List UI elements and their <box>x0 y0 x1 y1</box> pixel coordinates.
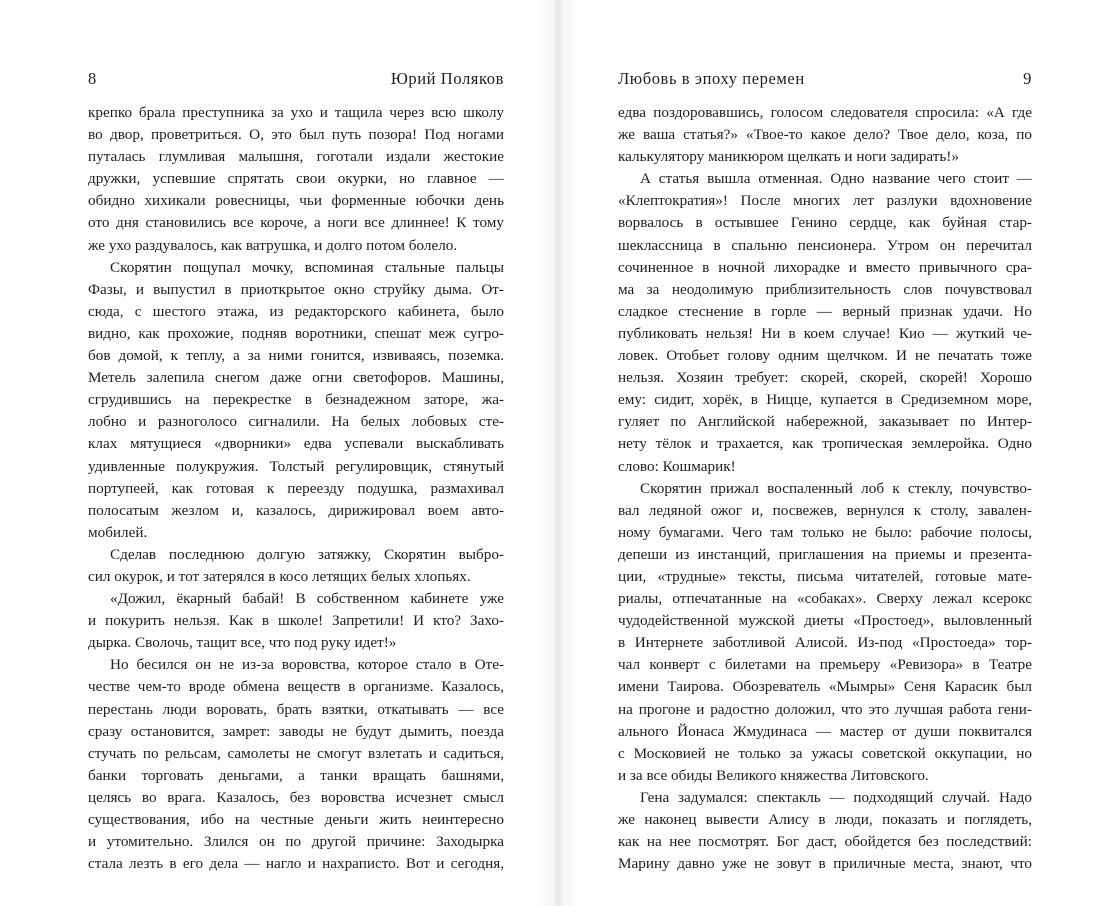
text-line: ворвалось в остывшее Генино сердце, как буйная стар- <box>618 214 1032 232</box>
text-line: риалы, отпечатанные на «собаках». Сверху лежал ксерокс <box>618 590 1032 608</box>
text-line: чал конверт с билетами на премьеру «Ревизора» в Театре <box>618 656 1032 674</box>
text-line: «Клептократия»! После многих лет разлуки вдохновение <box>618 192 1032 210</box>
right-page <box>618 0 1032 906</box>
text-line: Скорятин пощупал мочку, вспоминая стальные пальцы <box>110 258 504 276</box>
text-line: ловек. Отобьет голову одним щелчком. И не печатать тоже <box>618 347 1032 365</box>
text-line: полосатым жезлом и, казалось, дирижировал воем авто- <box>88 501 504 519</box>
text-line: во двор, проветриться. О, это был путь позора! Под ногами <box>88 126 504 144</box>
text-line: Марину давно уже не зовут в приличные места, знают, что <box>618 855 1032 873</box>
text-line: калькулятору маникюром щелкать и ноги задирать!» <box>618 148 959 166</box>
text-line: Но бесился он не из-за воровства, которое стало в Оте- <box>110 656 504 674</box>
text-line: ото дня становились все короче, а ноги все длиннее! К тому <box>88 214 504 232</box>
text-line: А статья вышла отменная. Одно название чего стоит — <box>640 170 1032 188</box>
text-line: же наконец вывести Алису в люди, показать и поглядеть, <box>618 811 1032 828</box>
left-page-header <box>88 66 504 92</box>
text-line: перестань люди воровать, брать взятки, откатывать — все <box>88 700 504 718</box>
text-line: гуляет по Английской набережной, заказывает по Интер- <box>618 413 1032 431</box>
text-line: Фазы, и выпустил в приоткрытое окно струйку дыма. От- <box>88 280 504 298</box>
text-line: путалась глумливая малышня, гоготали издали жестокие <box>88 148 504 166</box>
text-line: банки торговать деньгами, а танки вращать башнями, <box>88 766 504 784</box>
book-gutter <box>538 0 578 906</box>
text-line: честве чем-то вроде обмена веществ в организме. Казалось, <box>88 678 504 696</box>
text-line: же ухо раздувалось, как ватрушка, и долго потом болело. <box>88 236 458 254</box>
running-head-author: Юрий Поляков <box>390 69 504 88</box>
text-line: и утомительно. Злился он по другой причине: Заходырка <box>88 833 504 851</box>
text-line: едва поздоровавшись, голосом следователя спросила: «А где <box>618 104 1032 121</box>
page-number: 9 <box>1023 69 1032 88</box>
running-head-title: Любовь в эпоху перемен <box>618 69 805 88</box>
text-line: имени Таирова. Обозреватель «Мымры» Сеня Карасик был <box>618 678 1032 696</box>
text-line: стучать по рельсам, самолеты не смогут взлетать и садиться, <box>88 744 504 762</box>
text-line: клах мятущиеся «дворники» едва успевали выскабливать <box>88 435 504 453</box>
text-line: бов домой, к теплу, а за ними гонится, извиваясь, поземка. <box>88 347 504 365</box>
text-line: сгрудившись на перекрестке в безнадежном заторе, жа- <box>88 391 504 409</box>
text-line: нету тёлок и трахается, как тропическая землеройка. Одно <box>618 435 1032 453</box>
text-line: шеклассница в спальню пенсионера. Утром он перечитал <box>618 236 1032 254</box>
text-line: сладкое стеснение в горле — верный признак удачи. Но <box>618 302 1032 320</box>
text-line: на прогоне и радостно доложил, что это лучшая работа гени- <box>618 700 1032 718</box>
text-line: вал ледяной ожог и, посвежев, вернулся к столу, завален- <box>618 501 1032 519</box>
page-number: 8 <box>88 69 97 88</box>
text-line: в Интернете заботливой Алисой. Из-под «Простоеда» тор- <box>618 634 1032 652</box>
text-line: публиковать нельзя! Ни в коем случае! Кио — жуткий че- <box>618 324 1032 342</box>
text-line: чудодейственной мужской диеты «Простоед», выловленный <box>618 612 1032 630</box>
text-line: сюда, с шестого этажа, из редакторского кабинета, было <box>88 302 504 320</box>
text-line: портупеей, как готовая к переезду подушка, размахивал <box>88 479 504 497</box>
text-line: стала лезть в его дела — нагло и нахраписто. Вот и сегодня, <box>88 855 504 873</box>
text-line: же ваша статья?» «Твое-то какое дело? Твое дело, коза, по <box>618 126 1032 144</box>
text-line: сочиненное в ночной лихорадке и вместо привычного сра- <box>618 258 1032 276</box>
text-line: Метель залепила снегом даже огни светофоров. Машины, <box>88 369 504 387</box>
text-line: обидно хихикали ровесницы, чьи форменные юбочки день <box>88 192 504 210</box>
text-line: «Дожил, ёкарный бабай! В собственном кабинете уже <box>110 590 504 608</box>
text-line: слово: Кошмарик! <box>618 457 736 475</box>
text-line: дырка. Сволочь, тащит все, что под руку идет!» <box>88 634 397 652</box>
text-line: крепко брала преступника за ухо и тащила через всю школу <box>88 104 504 121</box>
text-line: ному бумагами. Чего там только не было: рабочие полосы, <box>618 523 1032 541</box>
left-page <box>88 0 504 906</box>
text-line: ального Йонаса Жмудинаса — мастер от души поквитался <box>618 722 1032 740</box>
text-line: Гена задумался: спектакль — подходящий случай. Надо <box>640 788 1032 806</box>
text-line: нельзя. Хозяин требует: скорей, скорей, скорей! Хорошо <box>618 369 1032 387</box>
text-line: существования, ибо на честные деньги жить неинтересно <box>88 811 504 828</box>
text-line: как на нее посмотрят. Бог даст, обойдется без последствий: <box>618 833 1032 851</box>
text-line: дружки, успевшие спрятать свои окурки, но главное — <box>88 170 504 188</box>
text-line: сил окурок, и тот затерялся в косо летящих белых хлопьях. <box>88 567 471 585</box>
text-line: лобно и разноголосо сигналили. На белых лобовых сте- <box>88 413 504 431</box>
text-line: и покурить нельзя. Как в школе! Запретили! И кто? Захо- <box>88 612 504 630</box>
text-line: депеши из инстанций, приглашения на приемы и презента- <box>618 545 1032 563</box>
text-line: удивленные полукружия. Толстый регулировщик, стянутый <box>88 457 504 475</box>
text-line: ма за неодолимую приблизительность слов почувствовал <box>618 280 1032 298</box>
text-line: Скорятин прижал воспаленный лоб к стеклу, почувство- <box>640 479 1032 497</box>
text-line: сразу остановится, замрет: заводы не будут дымить, поезда <box>88 722 504 740</box>
text-line: ции, «трудные» тексты, письма читателей, готовые мате- <box>618 567 1032 585</box>
text-line: целясь во врага. Казалось, без воровства исчезнет смысл <box>88 788 504 806</box>
text-line: Сделав последнюю долгую затяжку, Скорятин выбро- <box>110 545 504 563</box>
text-line: мобилей. <box>88 523 148 541</box>
right-page-header <box>618 66 1032 92</box>
text-line: видно, как прохожие, подняв воротники, спешат меж сугро- <box>88 324 504 342</box>
text-line: ему: сидит, хорёк, в Ницце, купается в Средиземном море, <box>618 391 1032 409</box>
text-line: с Московией не только за ужасы советской оккупации, но <box>618 744 1032 762</box>
right-page-text <box>618 102 1032 875</box>
text-line: и за все обиды Великого княжества Литовского. <box>618 766 929 784</box>
left-page-text <box>88 102 504 875</box>
